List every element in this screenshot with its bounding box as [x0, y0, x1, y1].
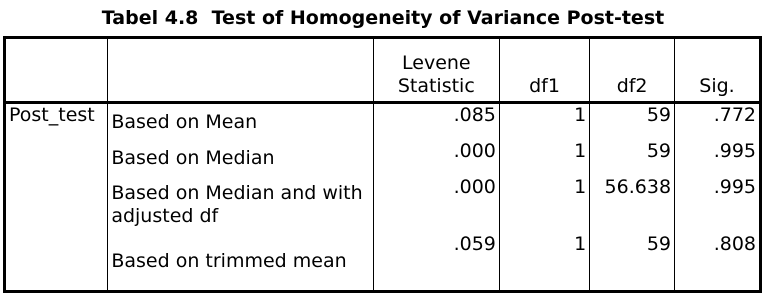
levene-statistic-value: .085 [373, 103, 499, 141]
levene-statistic-value: .059 [373, 233, 499, 292]
sig-value: .995 [675, 176, 761, 233]
df2-value: 56.638 [590, 176, 675, 233]
df1-value: 1 [499, 140, 589, 176]
table-row [5, 233, 761, 292]
sig-value: .995 [675, 140, 761, 176]
method-label: Based on Median and with adjusted df [108, 176, 373, 233]
df1-value: 1 [499, 176, 589, 233]
df1-value: 1 [499, 233, 589, 292]
header-sig: Sig. [675, 38, 761, 103]
df2-value: 59 [590, 140, 675, 176]
header-row [5, 38, 761, 103]
header-levene-statistic: Levene Statistic [373, 38, 499, 103]
sig-value: .808 [675, 233, 761, 292]
levene-statistic-value: .000 [373, 140, 499, 176]
method-label: Based on Median [108, 140, 373, 176]
table-row [5, 103, 761, 141]
levene-statistic-value: .000 [373, 176, 499, 233]
df2-value: 59 [590, 103, 675, 141]
table-title: Tabel 4.8 Test of Homogeneity of Variance Post-test [101, 7, 665, 29]
header-empty-variable [5, 38, 108, 103]
table-row [5, 176, 761, 233]
df1-value: 1 [499, 103, 589, 141]
header-df2: df2 [590, 38, 675, 103]
header-df1: df1 [499, 38, 589, 103]
sig-value: .772 [675, 103, 761, 141]
method-label: Based on trimmed mean [108, 233, 373, 292]
homogeneity-table [3, 36, 762, 293]
header-empty-method [108, 38, 373, 103]
df2-value: 59 [590, 233, 675, 292]
variable-label: Post_test [5, 103, 108, 292]
method-label: Based on Mean [108, 103, 373, 141]
table-row [5, 140, 761, 176]
